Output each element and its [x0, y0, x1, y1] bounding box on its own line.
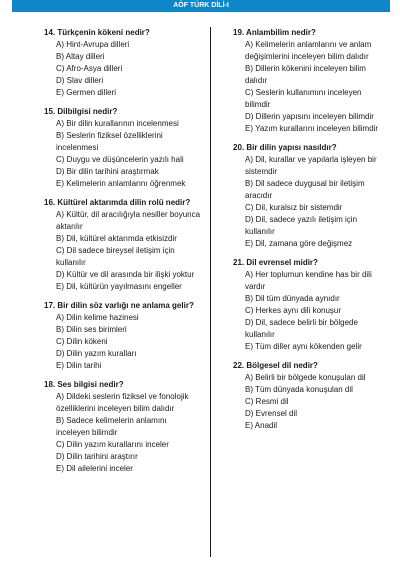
answer-option: C) Dil sadece bireysel iletişim için kullanılır [56, 246, 175, 267]
question-block [233, 257, 389, 353]
question-title: 17. Bir dilin söz varlığı ne anlama gelir? [44, 301, 194, 310]
answer-option: A) Kültür, dil aracılığıyla nesiller boyunca aktarılır [56, 210, 201, 231]
answer-option: D) Kültür ve dil arasında bir ilişki yoktur [56, 270, 195, 279]
answer-option: A) Dil, kurallar ve yapılarla işleyen bir sistemdir [245, 155, 377, 176]
answer-options [245, 154, 389, 250]
answer-option: A) Her toplumun kendine has bir dili vardır [245, 270, 372, 291]
answer-option: B) Tüm dünyada konuşulan dil [245, 385, 353, 394]
answer-option: B) Dil sadece duygusal bir iletişim aracıdır [245, 179, 365, 200]
answer-option: C) Resmi dil [245, 397, 289, 406]
question-title: 21. Dil evrensel midir? [233, 258, 318, 267]
answer-options [245, 269, 389, 353]
question-block [233, 360, 389, 432]
answer-options [56, 209, 202, 293]
answer-option: B) Altay dilleri [56, 52, 105, 61]
answer-option: C) Seslerin kullanımını inceleyen bilimdir [245, 88, 362, 109]
answer-options [56, 39, 202, 99]
answer-options [56, 118, 202, 190]
answer-option: A) Belirli bir bölgede konuşulan dil [245, 373, 366, 382]
answer-option: C) Herkes aynı dili konuşur [245, 306, 342, 315]
answer-option: E) Dil ailelerini inceler [56, 464, 133, 473]
answer-option: C) Dilin kökeni [56, 337, 108, 346]
answer-option: E) Yazım kurallarını inceleyen bilimdir [245, 124, 379, 133]
answer-option: A) Bir dilin kurallarının incelenmesi [56, 119, 179, 128]
question-block [44, 300, 202, 372]
question-title: 19. Anlambilim nedir? [233, 28, 316, 37]
answer-option: A) Dilin kelime hazinesi [56, 313, 139, 322]
answer-option: A) Kelimelerin anlamlarını ve anlam değişimlerini inceleyen bilim dalıdır [245, 40, 372, 61]
answer-option: A) Dildeki seslerin fiziksel ve fonolojik özelliklerini inceleyen bilim dalıdır [56, 392, 189, 413]
answer-option: B) Dil tüm dünyada aynıdır [245, 294, 340, 303]
answer-option: E) Germen dilleri [56, 88, 117, 97]
answer-option: D) Dil, sadece yazılı iletişim için kullanılır [245, 215, 358, 236]
page-header: AÖF TÜRK DİLİ-I [12, 0, 390, 12]
answer-option: D) Bir dilin tarihini araştırmak [56, 167, 159, 176]
question-block [44, 27, 202, 99]
answer-option: D) Dil, sadece belirli bir bölgede kullanılır [245, 318, 358, 339]
answer-option: D) Dillerin yapısını inceleyen bilimdir [245, 112, 374, 121]
answer-option: E) Kelimelerin anlamlarını öğrenmek [56, 179, 186, 188]
question-title: 16. Kültürel aktarımda dilin rolü nedir? [44, 198, 191, 207]
question-block [44, 106, 202, 190]
answer-options [56, 312, 202, 372]
question-title: 18. Ses bilgisi nedir? [44, 380, 124, 389]
question-block [233, 27, 389, 135]
answer-option: D) Dilin tarihini araştırır [56, 452, 138, 461]
answer-option: C) Afro-Asya dilleri [56, 64, 123, 73]
answer-option: D) Slav dilleri [56, 76, 104, 85]
answer-option: B) Sadece kelimelerin anlamını inceleyen bilimdir [56, 416, 167, 437]
question-block [44, 379, 202, 475]
answer-option: A) Hint-Avrupa dilleri [56, 40, 130, 49]
question-title: 15. Dilbilgisi nedir? [44, 107, 118, 116]
answer-options [245, 372, 389, 432]
left-column [44, 27, 202, 482]
answer-option: B) Dillerin kökenini inceleyen bilim dalıdır [245, 64, 366, 85]
question-block [233, 142, 389, 250]
answer-option: B) Seslerin fiziksel özelliklerini incelenmesi [56, 131, 163, 152]
right-column [233, 27, 389, 439]
answer-option: D) Evrensel dil [245, 409, 298, 418]
column-divider [210, 27, 211, 557]
answer-option: C) Dilin yazım kurallarını inceler [56, 440, 169, 449]
answer-option: B) Dilin ses birimleri [56, 325, 127, 334]
answer-options [56, 391, 202, 475]
answer-option: D) Dilin yazım kuralları [56, 349, 137, 358]
answer-option: E) Anadil [245, 421, 278, 430]
question-title: 22. Bölgesel dil nedir? [233, 361, 318, 370]
question-block [44, 197, 202, 293]
answer-option: C) Dil, kuralsız bir sistemdir [245, 203, 343, 212]
question-title: 20. Bir dilin yapısı nasıldır? [233, 143, 337, 152]
answer-option: E) Tüm diller aynı kökenden gelir [245, 342, 362, 351]
answer-option: E) Dilin tarihi [56, 361, 102, 370]
answer-option: E) Dil, zamana göre değişmez [245, 239, 353, 248]
answer-option: E) Dil, kültürün yayılmasını engeller [56, 282, 182, 291]
answer-option: C) Duygu ve düşüncelerin yazılı hali [56, 155, 184, 164]
question-title: 14. Türkçenin kökeni nedir? [44, 28, 150, 37]
answer-options [245, 39, 389, 135]
answer-option: B) Dil, kültürel aktarımda etkisizdir [56, 234, 177, 243]
